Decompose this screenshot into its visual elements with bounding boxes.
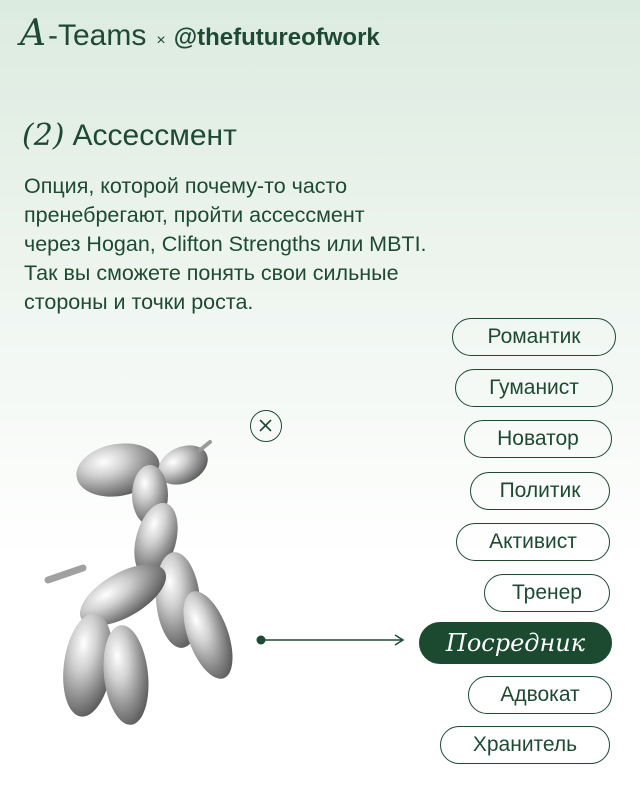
header-separator: × xyxy=(156,32,166,49)
role-pill[interactable]: Адвокат xyxy=(468,676,612,714)
role-pill[interactable]: Новатор xyxy=(464,420,612,458)
logo-letter: A xyxy=(20,13,46,54)
body-line: Опция, которой почему-то часто xyxy=(24,174,348,198)
handle-text: @thefutureofwork xyxy=(173,24,380,51)
body-line: пренебрегают, пройти ассессмент xyxy=(24,203,365,227)
role-pill[interactable]: Романтик xyxy=(452,318,616,356)
role-pill-selected[interactable]: Посредник xyxy=(419,622,612,664)
logo-text: -Teams xyxy=(48,19,147,52)
role-pill[interactable]: Тренер xyxy=(484,574,610,612)
balloon-dog-image xyxy=(28,420,268,750)
role-pill[interactable]: Политик xyxy=(470,472,610,510)
section-title xyxy=(22,118,237,153)
arrow-right-icon xyxy=(252,632,412,648)
role-pill[interactable]: Гуманист xyxy=(455,369,613,407)
section-number: (2) xyxy=(22,118,65,153)
section-label: Ассессмент xyxy=(72,119,237,152)
body-line: через Hogan, Clifton Strengths или MBTI. xyxy=(24,232,427,256)
header xyxy=(20,13,380,54)
body-line: Так вы сможете понять свои сильные xyxy=(24,261,399,285)
body-text xyxy=(24,172,524,317)
role-pill[interactable]: Активист xyxy=(456,523,610,561)
body-line: стороны и точки роста. xyxy=(24,290,254,314)
role-pill[interactable]: Хранитель xyxy=(440,726,610,764)
